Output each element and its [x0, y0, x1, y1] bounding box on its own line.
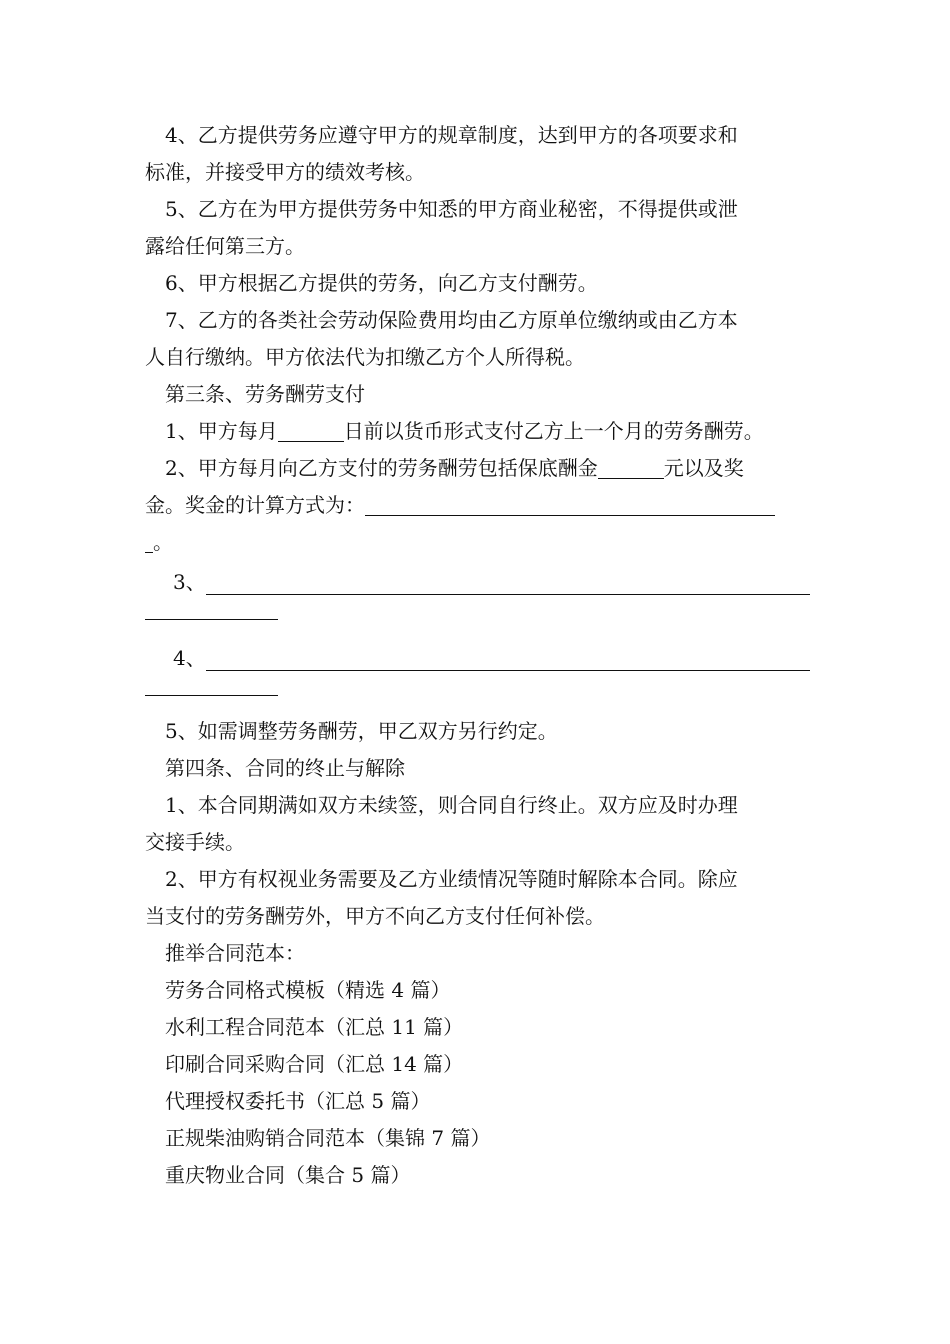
item-4-blank[interactable] [206, 670, 810, 671]
article-3-item-2-line-3 [145, 524, 810, 561]
item-2-end: 。 [153, 530, 173, 554]
payday-blank[interactable] [278, 419, 344, 442]
article-4-item-1-line-1: 1、本合同期满如双方未续签，则合同自行终止。双方应及时办理 [165, 793, 738, 817]
clause-5-line-2: 露给任何第三方。 [145, 234, 305, 258]
article-3-item-1 [145, 413, 810, 450]
item-2-suffix: 元以及奖 [663, 456, 744, 480]
item-3-blank-continued[interactable] [145, 619, 278, 620]
item-1-prefix: 1、甲方每月 [165, 419, 278, 443]
bonus-calc-label: 金。奖金的计算方式为： [145, 493, 365, 517]
article-4-item-2-line-1: 2、甲方有权视业务需要及乙方业绩情况等随时解除本合同。除应 [165, 867, 738, 891]
clause-7-line-2: 人自行缴纳。甲方依法代为扣缴乙方个人所得税。 [145, 345, 585, 369]
recommend-link-2[interactable]: 水利工程合同范本（汇总 11 篇） [165, 1015, 464, 1039]
item-4-blank-tail [145, 691, 810, 713]
recommend-link-4[interactable]: 代理授权委托书（汇总 5 篇） [165, 1089, 431, 1113]
item-4-blank-continued[interactable] [145, 695, 278, 696]
clause-7-line-1: 7、乙方的各类社会劳动保险费用均由乙方原单位缴纳或由乙方本 [165, 308, 738, 332]
clause-4-line-1: 4、乙方提供劳务应遵守甲方的规章制度，达到甲方的各项要求和 [165, 123, 738, 147]
recommend-link-3[interactable]: 印刷合同采购合同（汇总 14 篇） [165, 1052, 464, 1076]
article-4-item-2-line-2: 当支付的劳务酬劳外，甲方不向乙方支付任何补偿。 [145, 904, 605, 928]
item-3-blank-tail [145, 615, 810, 637]
item-2-prefix: 2、甲方每月向乙方支付的劳务酬劳包括保底酬金 [165, 456, 598, 480]
article-3-item-5: 5、如需调整劳务酬劳，甲乙双方另行约定。 [165, 719, 558, 743]
clause-5-line-1: 5、乙方在为甲方提供劳务中知悉的甲方商业秘密，不得提供或泄 [165, 197, 738, 221]
article-3-item-3 [145, 561, 810, 615]
item-3-label: 3、 [173, 570, 206, 594]
recommend-link-6[interactable]: 重庆物业合同（集合 5 篇） [165, 1163, 411, 1187]
article-4-item-1-line-2: 交接手续。 [145, 830, 245, 854]
article-3-item-2-line-1 [145, 450, 810, 487]
item-1-suffix: 日前以货币形式支付乙方上一个月的劳务酬劳。 [343, 419, 764, 443]
bonus-calc-blank-tail[interactable] [145, 530, 153, 553]
article-3-heading: 第三条、劳务酬劳支付 [165, 382, 365, 406]
clause-6: 6、甲方根据乙方提供的劳务，向乙方支付酬劳。 [165, 271, 598, 295]
bonus-calc-blank[interactable] [365, 493, 775, 516]
article-3-item-4 [145, 637, 810, 691]
article-4-heading: 第四条、合同的终止与解除 [165, 756, 405, 780]
recommend-link-1[interactable]: 劳务合同格式模板（精选 4 篇） [165, 978, 451, 1002]
document-body [145, 117, 810, 1194]
item-3-blank[interactable] [206, 594, 810, 595]
recommend-heading: 推举合同范本： [165, 941, 305, 965]
base-pay-blank[interactable] [598, 456, 664, 479]
item-4-label: 4、 [173, 646, 206, 670]
clause-4-line-2: 标准，并接受甲方的绩效考核。 [145, 160, 425, 184]
recommend-link-5[interactable]: 正规柴油购销合同范本（集锦 7 篇） [165, 1126, 491, 1150]
article-3-item-2-line-2 [145, 487, 810, 524]
